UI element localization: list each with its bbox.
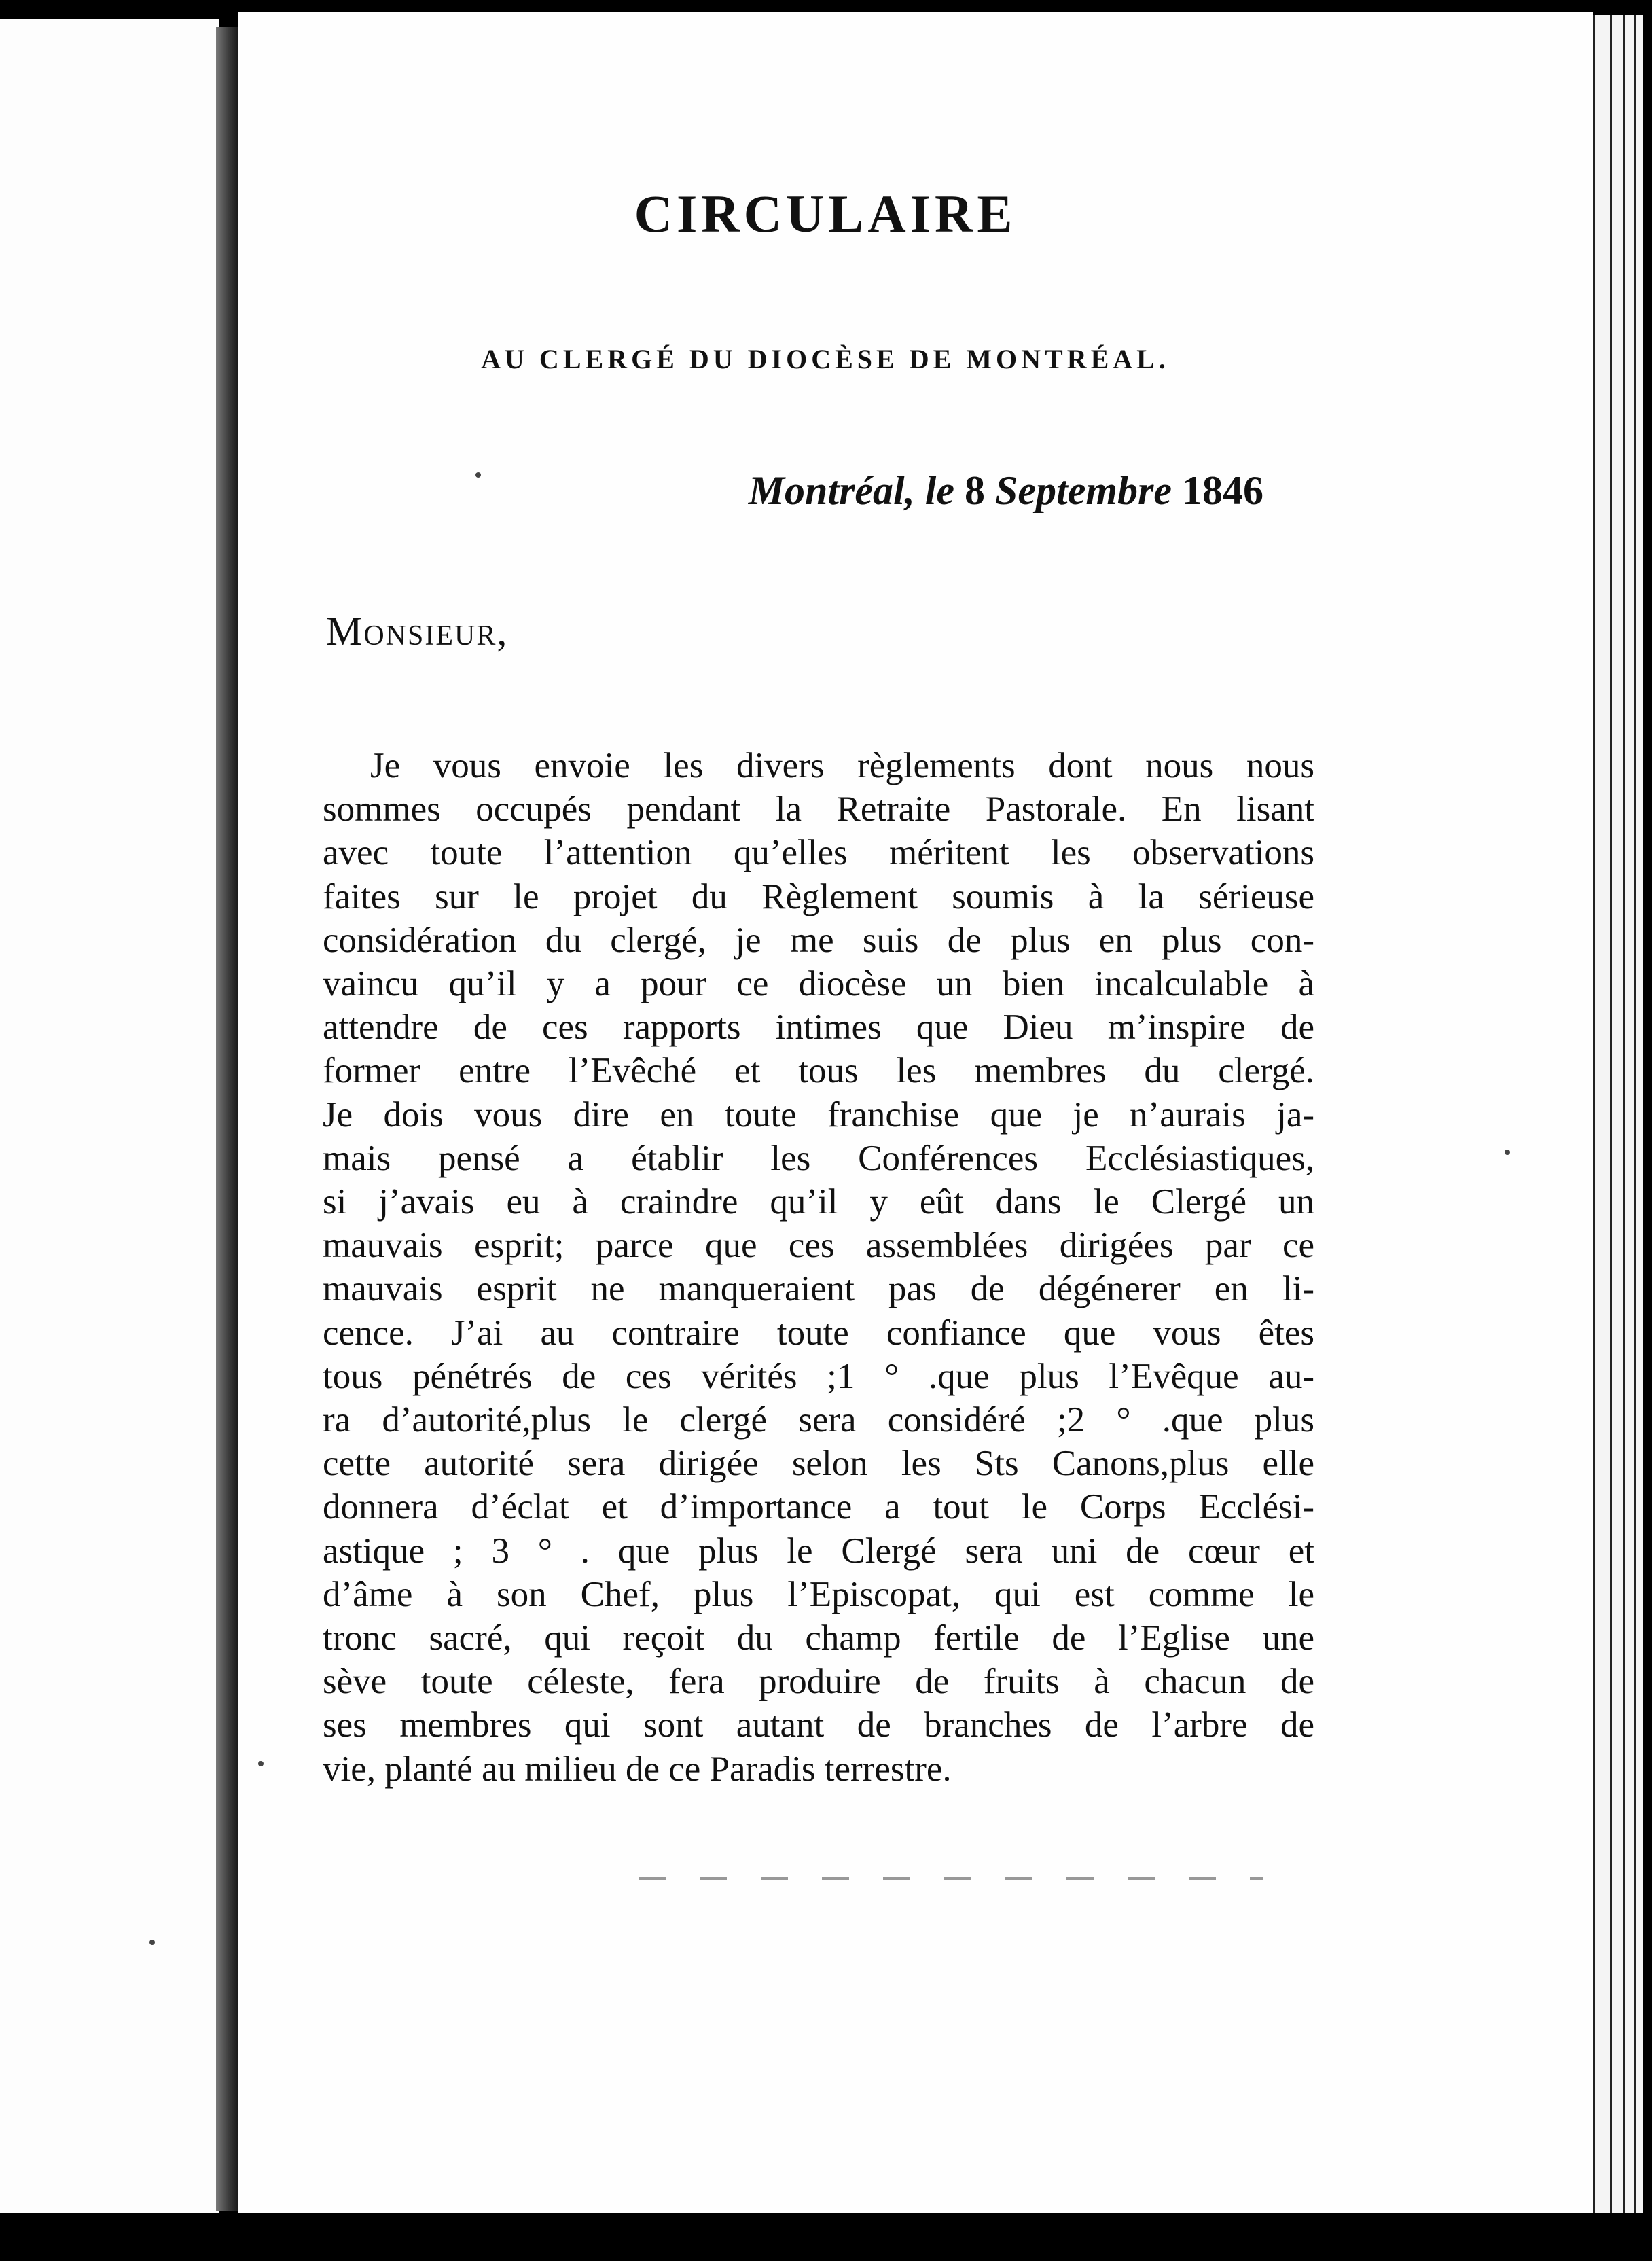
- body-line: vaincu qu’il y a pour ce diocèse un bien incalculable à: [323, 964, 1314, 1004]
- document-subtitle: AU CLERGÉ DU DIOCÈSE DE MONTRÉAL.: [481, 344, 1170, 374]
- print-speck: [1505, 1150, 1510, 1155]
- print-speck: [258, 1761, 264, 1766]
- body-line: mauvais esprit; parce que ces assemblées dirigées par ce: [323, 1226, 1314, 1266]
- page-edge: [1593, 15, 1610, 2213]
- dateline-month: Septembre: [995, 468, 1172, 513]
- body-line: former entre l’Evêché et tous les membres du clergé.: [323, 1051, 1314, 1091]
- body-line: si j’avais eu à craindre qu’il y eût dans le Clergé un: [323, 1182, 1314, 1222]
- print-speck: [475, 472, 481, 478]
- page-edge: [1634, 15, 1643, 2213]
- letter-body: [323, 744, 1314, 1791]
- body-line: cette autorité sera dirigée selon les Sts Canons,plus elle: [323, 1444, 1314, 1484]
- left-page-fragment: [0, 19, 219, 2213]
- document-title: CIRCULAIRE: [634, 184, 1017, 243]
- page-edge: [1623, 15, 1634, 2213]
- body-line: cence. J’ai au contraire toute confiance que vous êtes: [323, 1313, 1314, 1353]
- body-line: Je dois vous dire en toute franchise que je n’aurais ja-: [323, 1094, 1314, 1135]
- body-line: mais pensé a établir les Conférences Ecclésiastiques,: [323, 1138, 1314, 1178]
- body-line: sève toute céleste, fera produire de fruits à chacun de: [323, 1662, 1314, 1702]
- dateline-year: 1846: [1182, 468, 1263, 513]
- body-line: mauvais esprit ne manqueraient pas de dégénerer en li-: [323, 1269, 1314, 1309]
- dateline-place: Montréal,: [748, 468, 915, 513]
- body-line: tous pénétrés de ces vérités ;1 ° .que plus l’Evêque au-: [323, 1356, 1314, 1396]
- body-line: avec toute l’attention qu’elles méritent les observations: [323, 833, 1314, 873]
- salutation: Monsieur,: [326, 609, 509, 654]
- body-line: sommes occupés pendant la Retraite Pastorale. En lisant: [323, 789, 1314, 830]
- body-line: d’âme à son Chef, plus l’Episcopat, qui est comme le: [323, 1574, 1314, 1614]
- print-speck: [149, 1940, 155, 1945]
- page-edge: [1610, 15, 1623, 2213]
- body-line: faites sur le projet du Règlement soumis à la sérieuse: [323, 876, 1314, 916]
- body-line: tronc sacré, qui reçoit du champ fertile de l’Eglise une: [323, 1618, 1314, 1658]
- body-line: vie, planté au milieu de ce Paradis terrestre.: [323, 1749, 952, 1789]
- body-line: ra d’autorité,plus le clergé sera considéré ;2 ° .que plus: [323, 1400, 1314, 1440]
- dateline-day: 8: [965, 468, 986, 513]
- closing-rule: [639, 1877, 1263, 1880]
- body-line: astique ; 3 ° . que plus le Clergé sera uni de cœur et: [323, 1531, 1314, 1571]
- body-line: donnera d’éclat et d’importance a tout le Corps Ecclési-: [323, 1487, 1314, 1527]
- body-line: ses membres qui sont autant de branches de l’arbre de: [323, 1705, 1314, 1745]
- dateline-le: le: [924, 468, 955, 513]
- book-gutter: [216, 27, 238, 2211]
- body-line: considération du clergé, je me suis de plus en plus con-: [323, 920, 1314, 960]
- body-line: Je vous envoie les divers règlements dont nous nous: [370, 746, 1314, 785]
- body-line: attendre de ces rapports intimes que Dieu m’inspire de: [323, 1008, 1314, 1048]
- dateline: [679, 467, 1263, 514]
